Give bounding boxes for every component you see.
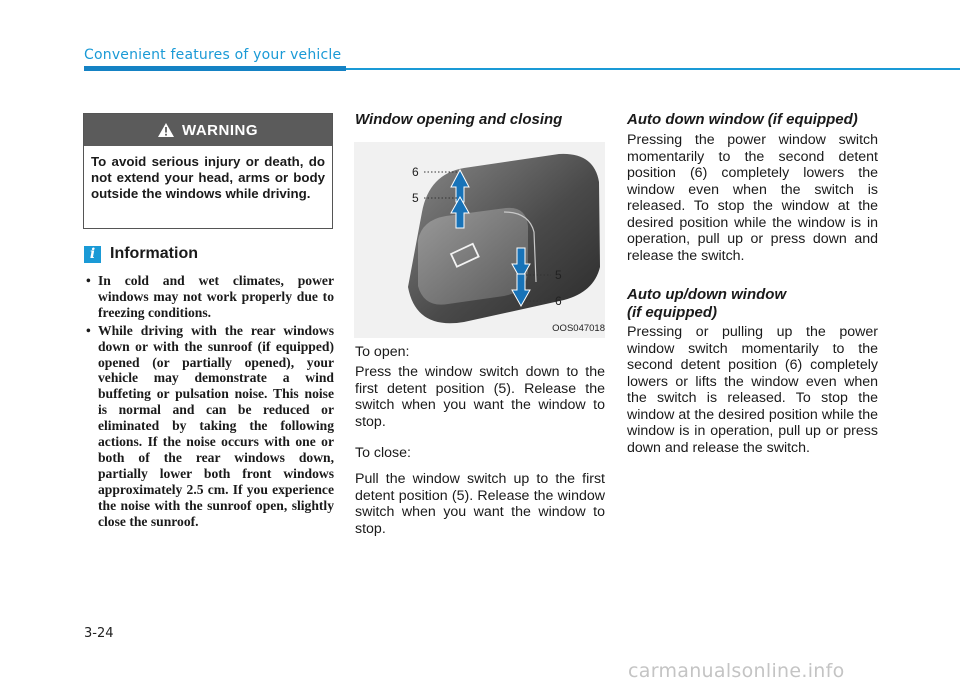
information-label: Information bbox=[110, 245, 198, 262]
label-up-5: 5 bbox=[412, 191, 419, 205]
close-label: To close: bbox=[355, 445, 411, 461]
open-text: Press the window switch down to the first detent position (5). Release the switch when you want the window to stop. bbox=[355, 364, 605, 430]
header-rule-accent bbox=[84, 66, 346, 71]
info-icon: i bbox=[84, 246, 101, 263]
warning-text: To avoid serious injury or death, do not extend your head, arms or body outside the windows while driving. bbox=[91, 154, 325, 201]
information-heading bbox=[84, 245, 198, 263]
warning-box bbox=[83, 113, 333, 229]
auto-down-title: Auto down window (if equipped) bbox=[627, 111, 858, 128]
window-section-title: Window opening and closing bbox=[355, 111, 563, 128]
warning-header bbox=[84, 114, 332, 146]
bullet: • bbox=[86, 273, 91, 288]
window-switch-illustration bbox=[354, 142, 605, 338]
figure-code: OOS047018 bbox=[552, 323, 605, 334]
header-rule bbox=[346, 68, 960, 70]
label-down-5: 5 bbox=[555, 268, 562, 282]
bullet: • bbox=[86, 322, 91, 338]
warning-label: WARNING bbox=[182, 121, 258, 139]
page-number: 3-24 bbox=[84, 626, 114, 641]
information-list bbox=[86, 273, 334, 532]
information-item: • While driving with the rear windows down or with the sunroof (if equipped) opened (or partially opened), your vehicle may demonstrate a wind buffeting or pulsation noise. This noise is normal and can be reduced or eliminated by taking the following actions. If the noise occurs with one or both of the rear windows down, partially lower both front windows approximately 2.5 cm. If you experience the noise with the sunroof open, slightly close the sunroof. bbox=[86, 322, 334, 529]
section-header-title: Convenient features of your vehicle bbox=[84, 47, 342, 63]
auto-updown-title-line2: (if equipped) bbox=[627, 304, 717, 321]
warning-triangle-icon bbox=[158, 123, 174, 137]
close-text: Pull the window switch up to the first detent position (5). Release the window switch when you want the window to stop. bbox=[355, 471, 605, 537]
open-label: To open: bbox=[355, 344, 410, 360]
label-down-6: 6 bbox=[555, 294, 562, 308]
label-up-6: 6 bbox=[412, 165, 419, 179]
auto-updown-text: Pressing or pulling up the power window switch momentarily to the second detent position (6) completely lowers or lifts the window even when the switch is released. To stop the window at the desired position while the window is in operation, pull up or press down and release the switch. bbox=[627, 324, 878, 456]
information-item: • In cold and wet climates, power windows may not work properly due to freezing conditions. bbox=[86, 273, 334, 320]
window-switch-figure bbox=[354, 142, 605, 338]
auto-updown-title-line1: Auto up/down window bbox=[627, 286, 787, 303]
auto-down-text: Pressing the power window switch momentarily to the second detent position (6) completely lowers the window even when the switch is released. To stop the window at the desired position while the window is in operation, pull up or press down and release the switch. bbox=[627, 132, 878, 264]
auto-updown-title bbox=[627, 286, 879, 322]
watermark: carmanualsonline.info bbox=[628, 660, 845, 682]
